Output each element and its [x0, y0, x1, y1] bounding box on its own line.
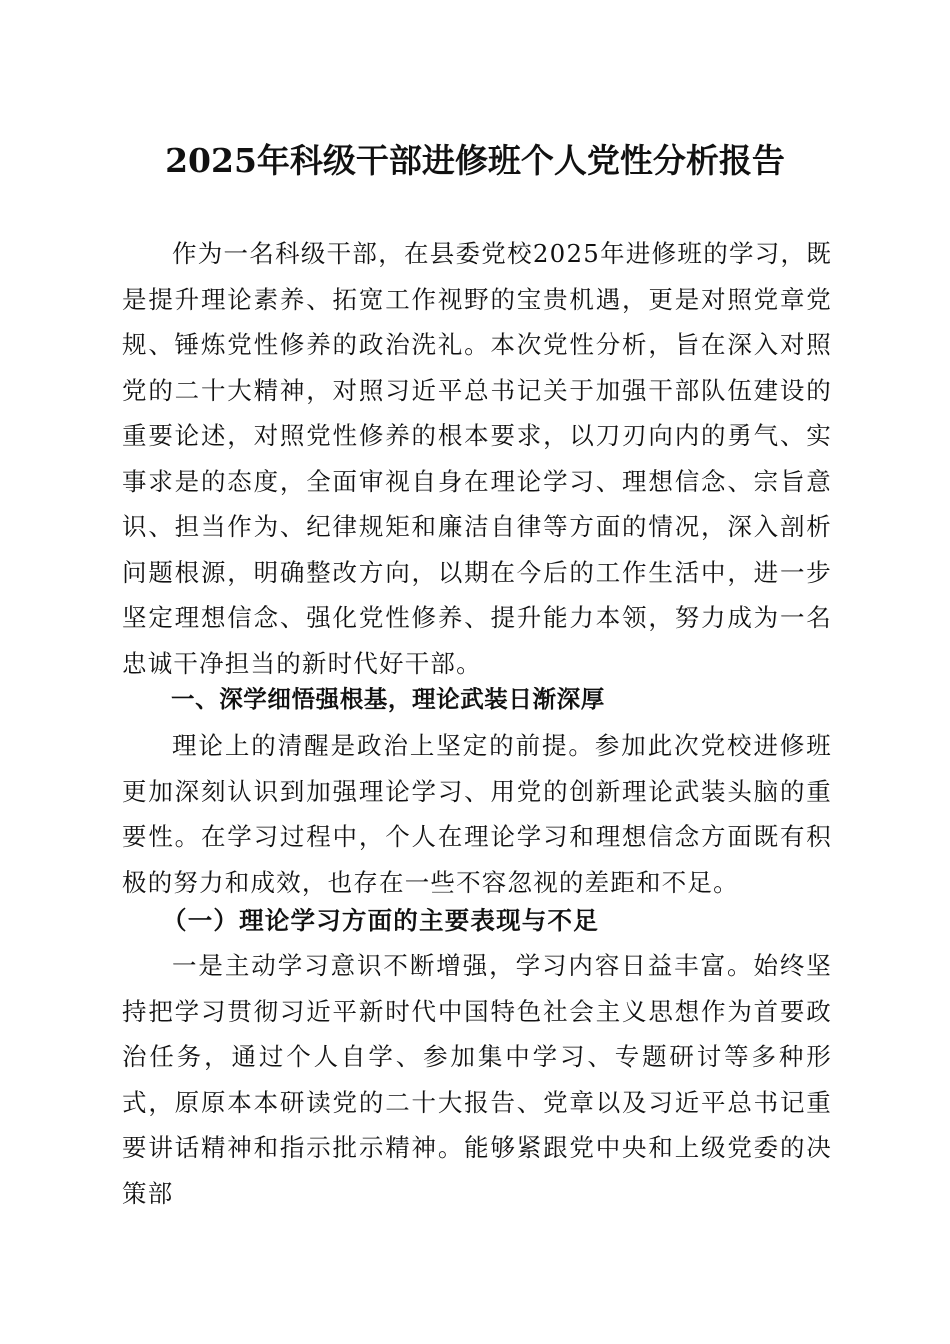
subsection-heading-1: （一）理论学习方面的主要表现与不足 — [162, 906, 599, 935]
page-title: 2025年科级干部进修班个人党性分析报告 — [165, 141, 785, 180]
section-heading-1: 一、深学细悟强根基，理论武装日渐深厚 — [171, 685, 605, 713]
section-1-paragraph: 理论上的清醒是政治上坚定的前提。参加此次党校进修班更加深刻认识到加强理论学习、用党的创新理论武装头脑的重要性。在学习过程中，个人在理论学习和理想信念方面既有积极的努力和成效，也存在一些不容忽视的差距和不足。 — [122, 731, 832, 897]
subsection-1-paragraph: 一是主动学习意识不断增强，学习内容日益丰富。始终坚持把学习贯彻习近平新时代中国特色社会主义思想作为首要政治任务，通过个人自学、参加集中学习、专题研讨等多种形式，原原本本研读党的二十大报告、党章以及习近平总书记重要讲话精神和指示批示精神。能够紧跟党中央和上级党委的决策部 — [122, 951, 832, 1208]
intro-paragraph: 作为一名科级干部，在县委党校2025年进修班的学习，既是提升理论素养、拓宽工作视野的宝贵机遇，更是对照党章党规、锤炼党性修养的政治洗礼。本次党性分析，旨在深入对照党的二十大精神，对照习近平总书记关于加强干部队伍建设的重要论述，对照党性修养的根本要求，以刀刃向内的勇气、实事求是的态度，全面审视自身在理论学习、理想信念、宗旨意识、担当作为、纪律规矩和廉洁自律等方面的情况，深入剖析问题根源，明确整改方向，以期在今后的工作生活中，进一步坚定理想信念、强化党性修养、提升能力本领，努力成为一名忠诚干净担当的新时代好干部。 — [122, 239, 832, 678]
